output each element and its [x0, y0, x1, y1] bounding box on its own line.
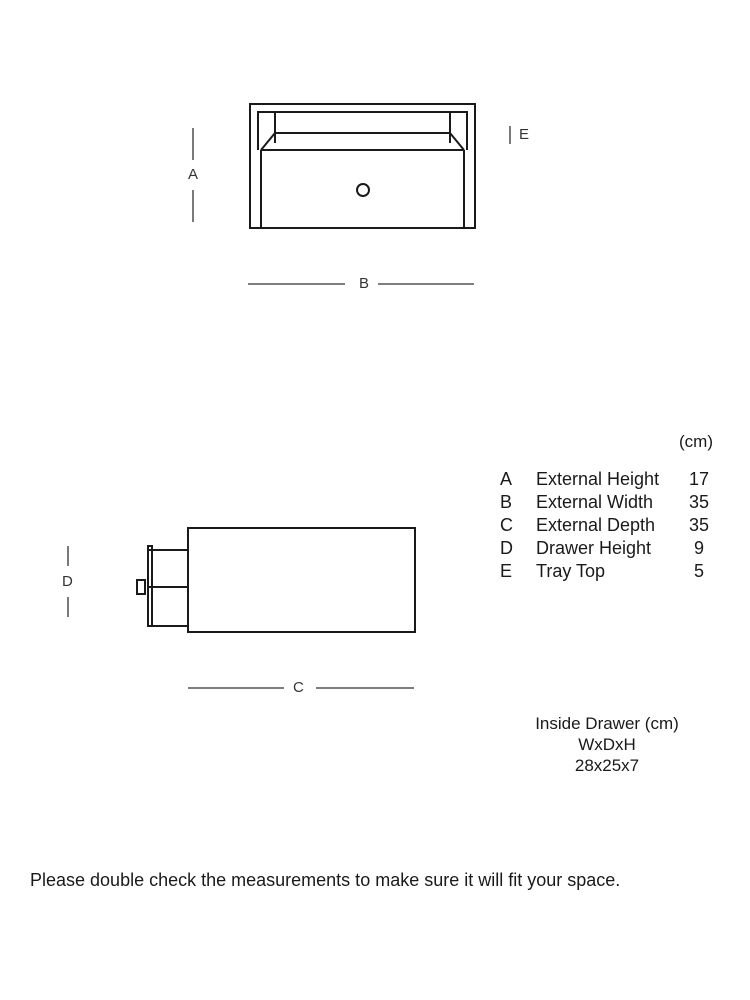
- spec-name: External Width: [536, 492, 654, 512]
- spec-key: D: [500, 538, 513, 558]
- dimension-label-b: B: [359, 275, 370, 292]
- spec-name: External Height: [536, 469, 660, 489]
- footer-note: Please double check the measurements to make sure it will fit your space.: [30, 870, 621, 890]
- spec-value: 17: [688, 469, 710, 489]
- spec-key: B: [500, 492, 513, 512]
- dimension-label-d: D: [62, 573, 73, 590]
- spec-key: A: [500, 469, 513, 489]
- dimension-label-e: E: [519, 126, 530, 143]
- spec-key: C: [500, 515, 513, 535]
- spec-value: 9: [693, 538, 704, 558]
- measurements-table: [500, 468, 712, 583]
- side-view: [137, 528, 415, 632]
- dimension-label-a: A: [188, 166, 199, 183]
- table-row: [500, 514, 712, 537]
- table-row: [500, 560, 712, 583]
- spec-value: 5: [693, 561, 704, 581]
- inside-drawer-title: Inside Drawer (cm): [535, 714, 679, 733]
- inside-drawer-info: [507, 713, 707, 776]
- spec-value: 35: [688, 515, 710, 535]
- table-row: [500, 491, 712, 514]
- table-row: [500, 468, 712, 491]
- dimension-label-c: C: [293, 679, 304, 696]
- spec-name: Drawer Height: [536, 538, 652, 558]
- spec-value: 35: [688, 492, 710, 512]
- inside-drawer-format: WxDxH: [578, 735, 636, 754]
- spec-name: Tray Top: [536, 561, 606, 581]
- spec-name: External Depth: [536, 515, 656, 535]
- front-view: [250, 104, 475, 228]
- spec-key: E: [500, 561, 513, 581]
- unit-header: (cm): [679, 432, 713, 451]
- table-row: [500, 537, 712, 560]
- inside-drawer-value: 28x25x7: [574, 756, 640, 775]
